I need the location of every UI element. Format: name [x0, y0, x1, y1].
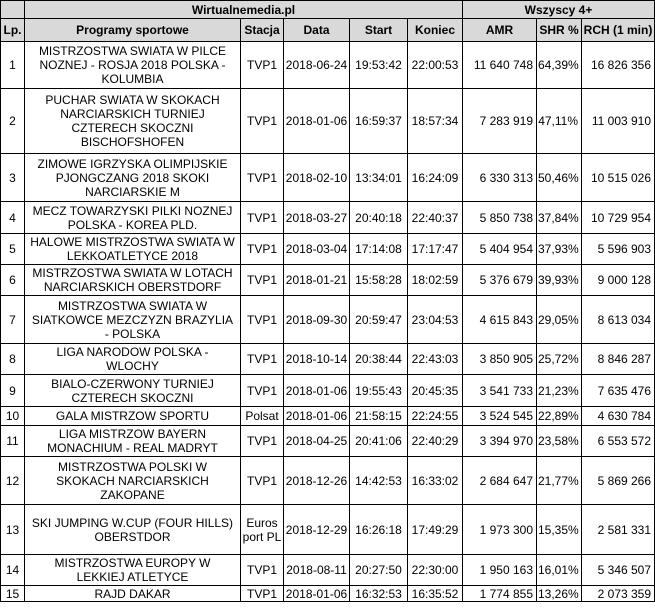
cell-date: 2018-01-21 — [284, 265, 350, 296]
cell-end: 22:24:55 — [408, 407, 463, 426]
cell-lp: 6 — [1, 265, 25, 296]
cell-rch: 8 613 034 — [582, 296, 655, 344]
cell-date: 2018-01-06 — [284, 407, 350, 426]
cell-rch: 10 729 954 — [582, 202, 655, 234]
cell-amr: 4 615 843 — [463, 296, 537, 344]
table-row — [1, 375, 655, 407]
audience-group-title: Wszyscy 4+ — [463, 1, 655, 19]
cell-program: MISTRZOSTWA EUROPY W LEKKIEJ ATLETYCE — [25, 555, 241, 586]
cell-end: 16:33:02 — [408, 457, 463, 505]
cell-date: 2018-08-11 — [284, 555, 350, 586]
cell-shr: 15,35% — [537, 505, 582, 555]
table-row — [1, 407, 655, 426]
cell-program: MISTRZOSTWA POLSKI W SKOKACH NARCIARSKICH ZAKOPANE — [25, 457, 241, 505]
cell-start: 14:42:53 — [350, 457, 408, 505]
cell-rch: 5 869 266 — [582, 457, 655, 505]
cell-program: GALA MISTRZOW SPORTU — [25, 407, 241, 426]
cell-amr: 1 973 300 — [463, 505, 537, 555]
cell-lp: 9 — [1, 375, 25, 407]
cell-date: 2018-02-10 — [284, 154, 350, 202]
cell-amr: 6 330 313 — [463, 154, 537, 202]
cell-program: MISTRZOSTWA SWIATA W SIATKOWCE MEZCZYZN BRAZYLIA - POLSKA — [25, 296, 241, 344]
table-row — [1, 154, 655, 202]
cell-lp: 14 — [1, 555, 25, 586]
cell-station: TVP1 — [241, 234, 284, 265]
cell-amr: 7 283 919 — [463, 89, 537, 154]
cell-end: 16:35:52 — [408, 586, 463, 602]
cell-start: 20:59:47 — [350, 296, 408, 344]
cell-start: 17:14:08 — [350, 234, 408, 265]
cell-station: TVP1 — [241, 344, 284, 375]
cell-shr: 64,39% — [537, 42, 582, 89]
cell-shr: 37,84% — [537, 202, 582, 234]
cell-program: HALOWE MISTRZOSTWA SWIATA W LEKKOATLETYCE 2018 — [25, 234, 241, 265]
cell-program: ZIMOWE IGRZYSKA OLIMPIJSKIE PJONGCZANG 2018 SKOKI NARCIARSKIE M — [25, 154, 241, 202]
cell-lp: 4 — [1, 202, 25, 234]
cell-shr: 39,93% — [537, 265, 582, 296]
cell-date: 2018-12-26 — [284, 457, 350, 505]
cell-shr: 21,23% — [537, 375, 582, 407]
cell-shr: 21,77% — [537, 457, 582, 505]
cell-date: 2018-10-14 — [284, 344, 350, 375]
table-row — [1, 202, 655, 234]
cell-end: 22:00:53 — [408, 42, 463, 89]
cell-amr: 2 684 647 — [463, 457, 537, 505]
cell-start: 20:40:18 — [350, 202, 408, 234]
table-row — [1, 586, 655, 602]
col-header-start: Start — [350, 19, 408, 42]
cell-date: 2018-03-04 — [284, 234, 350, 265]
col-header-shr: SHR % — [537, 19, 582, 42]
cell-amr: 1 950 163 — [463, 555, 537, 586]
cell-end: 17:49:29 — [408, 505, 463, 555]
cell-rch: 4 630 784 — [582, 407, 655, 426]
cell-rch: 7 635 476 — [582, 375, 655, 407]
source-title: Wirtualnemedia.pl — [25, 1, 463, 19]
cell-shr: 23,58% — [537, 426, 582, 457]
table-row — [1, 457, 655, 505]
col-header-rch: RCH (1 min) — [582, 19, 655, 42]
cell-end: 22:30:00 — [408, 555, 463, 586]
cell-rch: 16 826 356 — [582, 42, 655, 89]
cell-end: 22:40:29 — [408, 426, 463, 457]
table-row — [1, 296, 655, 344]
cell-date: 2018-12-29 — [284, 505, 350, 555]
cell-rch: 10 515 026 — [582, 154, 655, 202]
cell-end: 22:43:03 — [408, 344, 463, 375]
cell-start: 19:55:43 — [350, 375, 408, 407]
cell-lp: 1 — [1, 42, 25, 89]
cell-start: 16:32:53 — [350, 586, 408, 602]
cell-end: 22:40:37 — [408, 202, 463, 234]
table-row — [1, 89, 655, 154]
cell-end: 20:45:35 — [408, 375, 463, 407]
cell-station: TVP1 — [241, 555, 284, 586]
cell-program: PUCHAR SWIATA W SKOKACH NARCIARSKICH TURNIEJ CZTERECH SKOCZNI BISCHOFSHOFEN — [25, 89, 241, 154]
cell-start: 20:38:44 — [350, 344, 408, 375]
cell-end: 18:57:34 — [408, 89, 463, 154]
blank-cell — [1, 1, 25, 19]
cell-lp: 7 — [1, 296, 25, 344]
cell-amr: 3 524 545 — [463, 407, 537, 426]
col-header-end: Koniec — [408, 19, 463, 42]
cell-amr: 3 541 733 — [463, 375, 537, 407]
cell-start: 13:34:01 — [350, 154, 408, 202]
cell-shr: 29,05% — [537, 296, 582, 344]
cell-amr: 3 394 970 — [463, 426, 537, 457]
cell-end: 17:17:47 — [408, 234, 463, 265]
cell-start: 16:59:37 — [350, 89, 408, 154]
cell-amr: 11 640 748 — [463, 42, 537, 89]
col-header-lp: Lp. — [1, 19, 25, 42]
cell-rch: 2 073 359 — [582, 586, 655, 602]
cell-program: SKI JUMPING W.CUP (FOUR HILLS) OBERSTDOR — [25, 505, 241, 555]
cell-end: 23:04:53 — [408, 296, 463, 344]
cell-shr: 47,11% — [537, 89, 582, 154]
cell-station: TVP1 — [241, 457, 284, 505]
table-row — [1, 555, 655, 586]
cell-rch: 8 846 287 — [582, 344, 655, 375]
cell-shr: 16,01% — [537, 555, 582, 586]
cell-lp: 8 — [1, 344, 25, 375]
cell-rch: 5 346 507 — [582, 555, 655, 586]
cell-station: TVP1 — [241, 89, 284, 154]
cell-program: LIGA NARODOW POLSKA - WLOCHY — [25, 344, 241, 375]
cell-program: MISTRZOSTWA SWIATA W LOTACH NARCIARSKICH OBERSTDORF — [25, 265, 241, 296]
cell-program: BIALO-CZERWONY TURNIEJ CZTERECH SKOCZNI — [25, 375, 241, 407]
cell-lp: 2 — [1, 89, 25, 154]
cell-rch: 5 596 903 — [582, 234, 655, 265]
cell-station: Euros port PL — [241, 505, 284, 555]
table-row — [1, 505, 655, 555]
cell-end: 18:02:59 — [408, 265, 463, 296]
cell-rch: 11 003 910 — [582, 89, 655, 154]
cell-lp: 10 — [1, 407, 25, 426]
cell-rch: 9 000 128 — [582, 265, 655, 296]
cell-program: RAJD DAKAR — [25, 586, 241, 602]
cell-station: TVP1 — [241, 375, 284, 407]
cell-amr: 5 404 954 — [463, 234, 537, 265]
cell-station: TVP1 — [241, 426, 284, 457]
cell-rch: 6 553 572 — [582, 426, 655, 457]
table-row — [1, 426, 655, 457]
col-header-station: Stacja — [241, 19, 284, 42]
cell-date: 2018-01-06 — [284, 586, 350, 602]
cell-end: 16:24:09 — [408, 154, 463, 202]
cell-start: 20:41:06 — [350, 426, 408, 457]
col-header-date: Data — [284, 19, 350, 42]
cell-start: 15:58:28 — [350, 265, 408, 296]
cell-program: LIGA MISTRZOW BAYERN MONACHIUM - REAL MADRYT — [25, 426, 241, 457]
col-header-amr: AMR — [463, 19, 537, 42]
cell-station: TVP1 — [241, 265, 284, 296]
cell-rch: 2 581 331 — [582, 505, 655, 555]
cell-lp: 3 — [1, 154, 25, 202]
cell-amr: 5 376 679 — [463, 265, 537, 296]
cell-date: 2018-01-06 — [284, 89, 350, 154]
cell-start: 19:53:42 — [350, 42, 408, 89]
cell-station: TVP1 — [241, 296, 284, 344]
cell-shr: 22,89% — [537, 407, 582, 426]
table-row — [1, 344, 655, 375]
cell-amr: 3 850 905 — [463, 344, 537, 375]
table-row — [1, 234, 655, 265]
cell-shr: 37,93% — [537, 234, 582, 265]
cell-station: TVP1 — [241, 586, 284, 602]
cell-start: 20:27:50 — [350, 555, 408, 586]
cell-shr: 50,46% — [537, 154, 582, 202]
source-header-row — [1, 1, 655, 19]
cell-lp: 11 — [1, 426, 25, 457]
column-header-row — [1, 19, 655, 42]
col-header-program: Programy sportowe — [25, 19, 241, 42]
cell-date: 2018-01-06 — [284, 375, 350, 407]
table-row — [1, 42, 655, 89]
cell-station: TVP1 — [241, 154, 284, 202]
cell-station: Polsat — [241, 407, 284, 426]
cell-lp: 15 — [1, 586, 25, 602]
cell-lp: 13 — [1, 505, 25, 555]
cell-date: 2018-03-27 — [284, 202, 350, 234]
cell-program: MISTRZOSTWA SWIATA W PILCE NOZNEJ - ROSJA 2018 POLSKA - KOLUMBIA — [25, 42, 241, 89]
cell-amr: 1 774 855 — [463, 586, 537, 602]
cell-amr: 5 850 738 — [463, 202, 537, 234]
cell-program: MECZ TOWARZYSKI PILKI NOZNEJ POLSKA - KOREA PLD. — [25, 202, 241, 234]
cell-date: 2018-06-24 — [284, 42, 350, 89]
table-row — [1, 265, 655, 296]
cell-shr: 25,72% — [537, 344, 582, 375]
cell-lp: 12 — [1, 457, 25, 505]
cell-lp: 5 — [1, 234, 25, 265]
cell-station: TVP1 — [241, 202, 284, 234]
cell-shr: 13,26% — [537, 586, 582, 602]
cell-date: 2018-09-30 — [284, 296, 350, 344]
cell-start: 21:58:15 — [350, 407, 408, 426]
cell-date: 2018-04-25 — [284, 426, 350, 457]
cell-station: TVP1 — [241, 42, 284, 89]
cell-start: 16:26:18 — [350, 505, 408, 555]
